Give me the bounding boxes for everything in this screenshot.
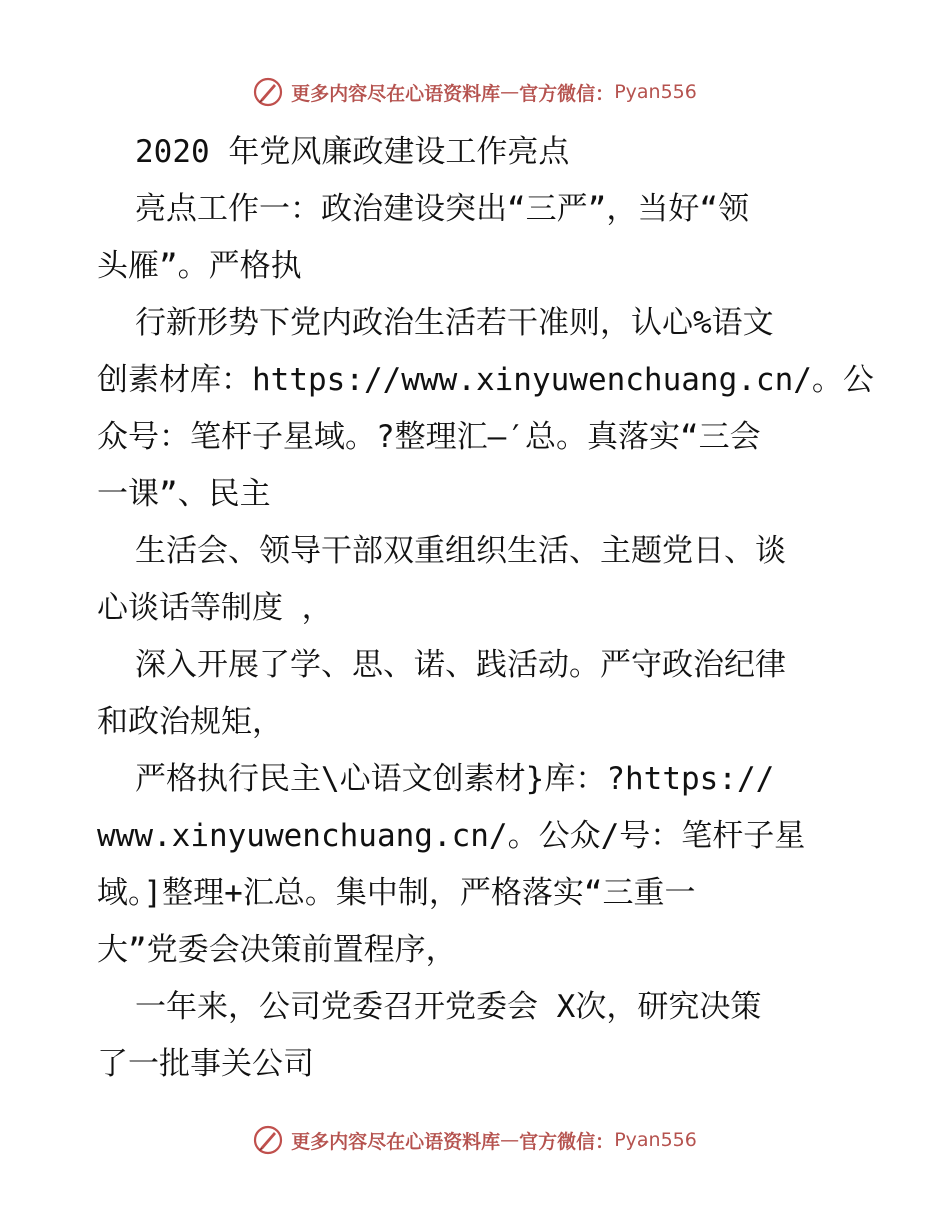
paragraph-line: 域。]整理+汇总。集中制，严格落实“三重一 — [97, 875, 696, 911]
document-body — [97, 124, 874, 1093]
paragraph-line: 深入开展了学、思、诺、践活动。严守政治纪律 — [135, 647, 786, 683]
paragraph-line: 创素材库：https://www.xinyuwenchuang.cn/。公 — [97, 362, 874, 398]
paragraph-line: 众号：笔杆子星域。?整理汇—′总。真落实“三会 — [97, 419, 761, 455]
paragraph-line: 一课”、民主 — [97, 476, 271, 512]
banner-separator: — — [500, 81, 520, 103]
paragraph-line: www.xinyuwenchuang.cn/。公众/号：笔杆子星 — [97, 818, 806, 854]
banner-lead-text: 更多内容尽在心语资料库 — [291, 1130, 501, 1153]
banner-separator: — — [500, 1129, 520, 1151]
paragraph-line: 亮点工作一：政治建设突出“三严”，当好“领 — [135, 191, 749, 227]
banner-suffix-text: 官方微信： — [519, 82, 615, 105]
paragraph-line: 大”党委会决策前置程序， — [97, 932, 457, 968]
banner-lead-text: 更多内容尽在心语资料库 — [291, 82, 501, 105]
paragraph-line: 和政治规矩， — [97, 704, 283, 740]
paragraph-line: 严格执行民主\心语文创素材}库：?https:// — [135, 761, 775, 797]
paragraph-line: 一年来，公司党委召开党委会 X次，研究决策 — [135, 989, 762, 1025]
header-watermark-banner — [0, 72, 950, 112]
banner-account: Pyan556 — [614, 81, 697, 103]
quill-pen-logo-icon — [253, 77, 283, 107]
paragraph-line: 行新形势下党内政治生活若干准则，认心%语文 — [135, 305, 774, 341]
footer-watermark-banner — [0, 1120, 950, 1160]
paragraph-line: 了一批事关公司 — [97, 1046, 314, 1082]
paragraph-line: 头雁”。严格执 — [97, 248, 302, 284]
paragraph-line: 生活会、领导干部双重组织生活、主题党日、谈 — [135, 533, 786, 569]
quill-pen-logo-icon — [253, 1125, 283, 1155]
banner-suffix-text: 官方微信： — [519, 1130, 615, 1153]
paragraph-line: 心谈话等制度 ， — [97, 590, 333, 626]
document-title: 2020 年党风廉政建设工作亮点 — [135, 134, 570, 170]
banner-account: Pyan556 — [614, 1129, 697, 1151]
